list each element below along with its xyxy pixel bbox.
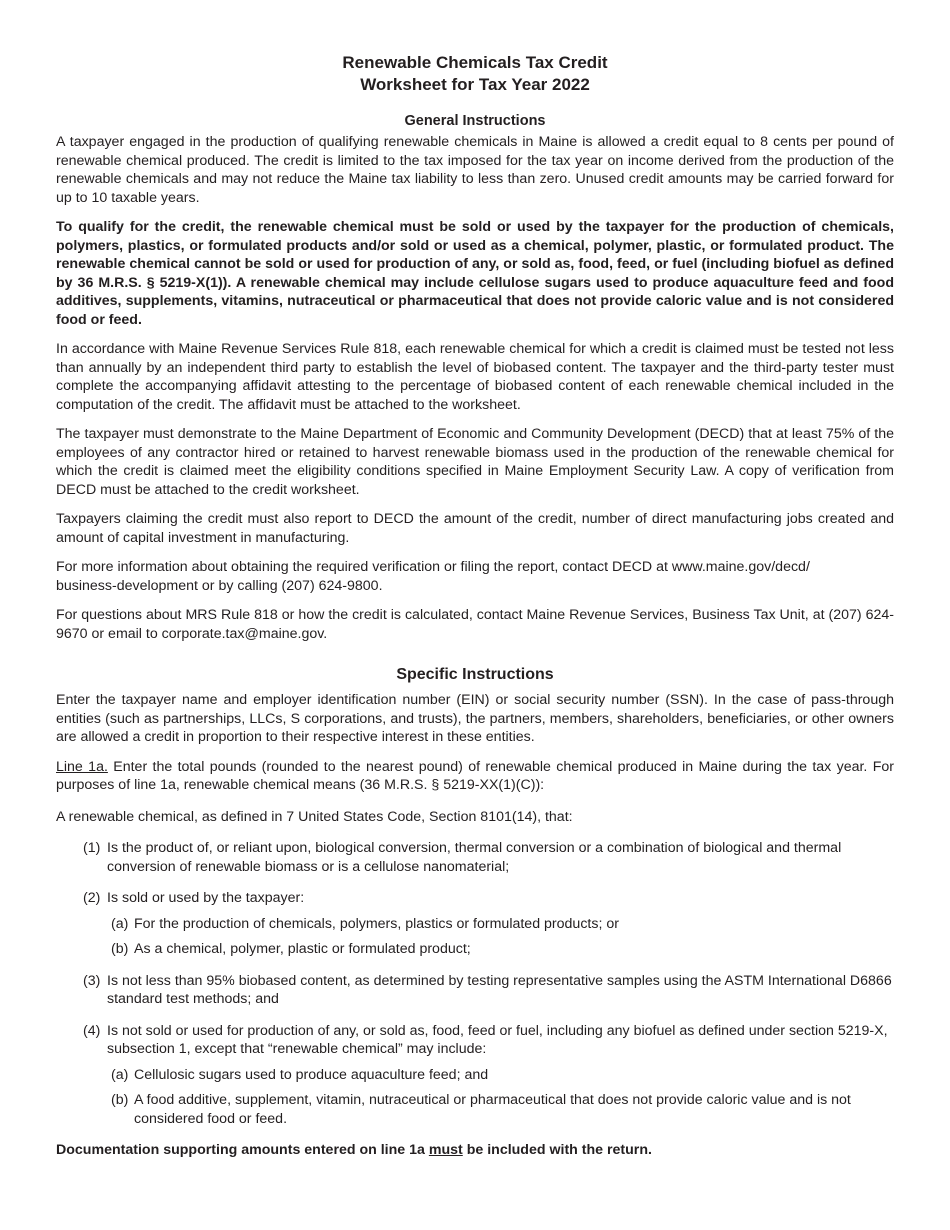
documentation-note-end: be included with the return. bbox=[462, 1142, 652, 1158]
sub-item-letter: (a) bbox=[111, 915, 129, 932]
decd-contact-line-2: business-development or by calling (207) 624-9800. bbox=[56, 577, 383, 594]
sub-item-letter: (b) bbox=[111, 941, 129, 957]
documentation-note bbox=[56, 1141, 894, 1160]
list-item-number: (2) bbox=[83, 890, 101, 906]
title-line-2: Worksheet for Tax Year 2022 bbox=[360, 75, 590, 94]
general-paragraph-3: In accordance with Maine Revenue Services Rule 818, each renewable chemical for which a credit is claimed must be tested not less than annually by an independent third party to establish the level of biobased content. The taxpayer and the third-party tester must complete the accompanying affidavit attesting to the percentage of biobased content of each renewable chemical included in the computation of the credit. The affidavit must be attached to the worksheet. bbox=[56, 341, 894, 413]
list-item-4b bbox=[56, 1091, 894, 1128]
sub-item-text: For the production of chemicals, polymers, plastics or formulated products; or bbox=[134, 915, 619, 932]
sub-item-letter: (b) bbox=[111, 1092, 129, 1108]
line-1a-paragraph bbox=[56, 758, 894, 795]
sub-item-text: As a chemical, polymer, plastic or formulated product; bbox=[134, 941, 471, 957]
list-item-2a bbox=[56, 915, 894, 934]
general-instructions-heading: General Instructions bbox=[404, 113, 546, 129]
general-paragraph-5: Taxpayers claiming the credit must also report to DECD the amount of the credit, number of direct manufacturing jobs created and amount of capital investment in manufacturing. bbox=[56, 511, 894, 546]
list-item-text: Is sold or used by the taxpayer: bbox=[107, 890, 305, 906]
general-paragraph-7: For questions about MRS Rule 818 or how the credit is calculated, contact Maine Revenue Services, Business Tax Unit, at (207) 624-9670 or email to corporate.tax@maine.gov. bbox=[56, 607, 894, 642]
list-item-number: (4) bbox=[83, 1022, 101, 1039]
list-item-number: (3) bbox=[83, 972, 101, 989]
list-item-text: Is the product of, or reliant upon, biological conversion, thermal conversion or a combination of biological and thermal conversion of renewable biomass or is a cellulose nanomaterial; bbox=[107, 840, 842, 875]
general-paragraph-6 bbox=[56, 558, 894, 595]
documentation-note-must: must bbox=[428, 1142, 463, 1158]
title-line-1: Renewable Chemicals Tax Credit bbox=[342, 53, 608, 72]
line-1a-text: Enter the total pounds (rounded to the nearest pound) of renewable chemical produced in Maine during the tax year. For purposes of line 1a, renewable chemical means (36 M.R.S. § 5219-XX(1)(C)): bbox=[56, 758, 894, 793]
list-item-1 bbox=[56, 839, 894, 876]
list-item-number: (1) bbox=[83, 840, 101, 856]
sub-item-letter: (a) bbox=[111, 1066, 129, 1083]
general-paragraph-4: The taxpayer must demonstrate to the Maine Department of Economic and Community Development (DECD) that at least 75% of the employees of any contractor hired or retained to harvest renewable biomass used in the production of the renewable chemical for which the credit is claimed meet the eligibility conditions specified in Maine Employment Security Law. A copy of verification from DECD must be attached to the credit worksheet. bbox=[56, 426, 894, 498]
worksheet-page bbox=[56, 52, 894, 1160]
general-paragraph-2: To qualify for the credit, the renewable chemical must be sold or used by the taxpayer for the production of chemicals, polymers, plastics, or formulated products and/or sold or used as a chemical, polymer, plastic, or formulated product. The renewable chemical cannot be sold or used for production of any, or sold as, food, feed, or fuel (including biofuel as defined by 36 M.R.S. § 5219-X(1)). A renewable chemical may include cellulose sugars used to produce aquaculture feed and food additives, supplements, vitamins, nutraceutical or pharmaceutical that does not provide caloric value and is not considered food or feed. bbox=[56, 219, 894, 328]
documentation-note-start: Documentation supporting amounts entered on line 1a bbox=[56, 1142, 429, 1158]
specific-instructions-heading: Specific Instructions bbox=[396, 666, 554, 683]
general-paragraph-1: A taxpayer engaged in the production of qualifying renewable chemicals in Maine is allowed a credit equal to 8 cents per pound of renewable chemical produced. The credit is limited to the tax imposed for the tax year on income derived from the production of the renewable chemicals and may not reduce the Maine tax liability to less than zero. Unused credit amounts may be carried forward for up to 10 taxable years. bbox=[56, 134, 894, 206]
list-item-4a bbox=[56, 1066, 894, 1085]
sub-item-text: A food additive, supplement, vitamin, nutraceutical or pharmaceutical that does not provide caloric value and is not considered food or feed. bbox=[134, 1092, 851, 1127]
decd-contact-line-1: For more information about obtaining the required verification or filing the report, contact DECD at www.maine.gov/decd/ bbox=[56, 559, 810, 575]
definition-intro: A renewable chemical, as defined in 7 United States Code, Section 8101(14), that: bbox=[56, 808, 573, 825]
specific-paragraph-1: Enter the taxpayer name and employer identification number (EIN) or social security number (SSN). In the case of pass-through entities (such as partnerships, LLCs, S corporations, and trusts), the partners, members, shareholders, beneficiaries, or other owners are allowed a credit in proportion to their respective interest in these entities. bbox=[56, 692, 894, 745]
list-item-4 bbox=[56, 1022, 894, 1059]
list-item-text: Is not sold or used for production of any, or sold as, food, feed or fuel, including any biofuel as defined under section 5219-X, subsection 1, except that “renewable chemical” may include: bbox=[107, 1022, 888, 1057]
list-item-3 bbox=[56, 972, 894, 1009]
line-1a-label: Line 1a. bbox=[56, 758, 108, 775]
list-item-text: Is not less than 95% biobased content, as determined by testing representative samples using the ASTM International D6866 standard test methods; and bbox=[107, 972, 892, 1007]
list-item-2b bbox=[56, 940, 894, 959]
sub-item-text: Cellulosic sugars used to produce aquaculture feed; and bbox=[134, 1066, 489, 1083]
list-item-2 bbox=[56, 889, 894, 908]
